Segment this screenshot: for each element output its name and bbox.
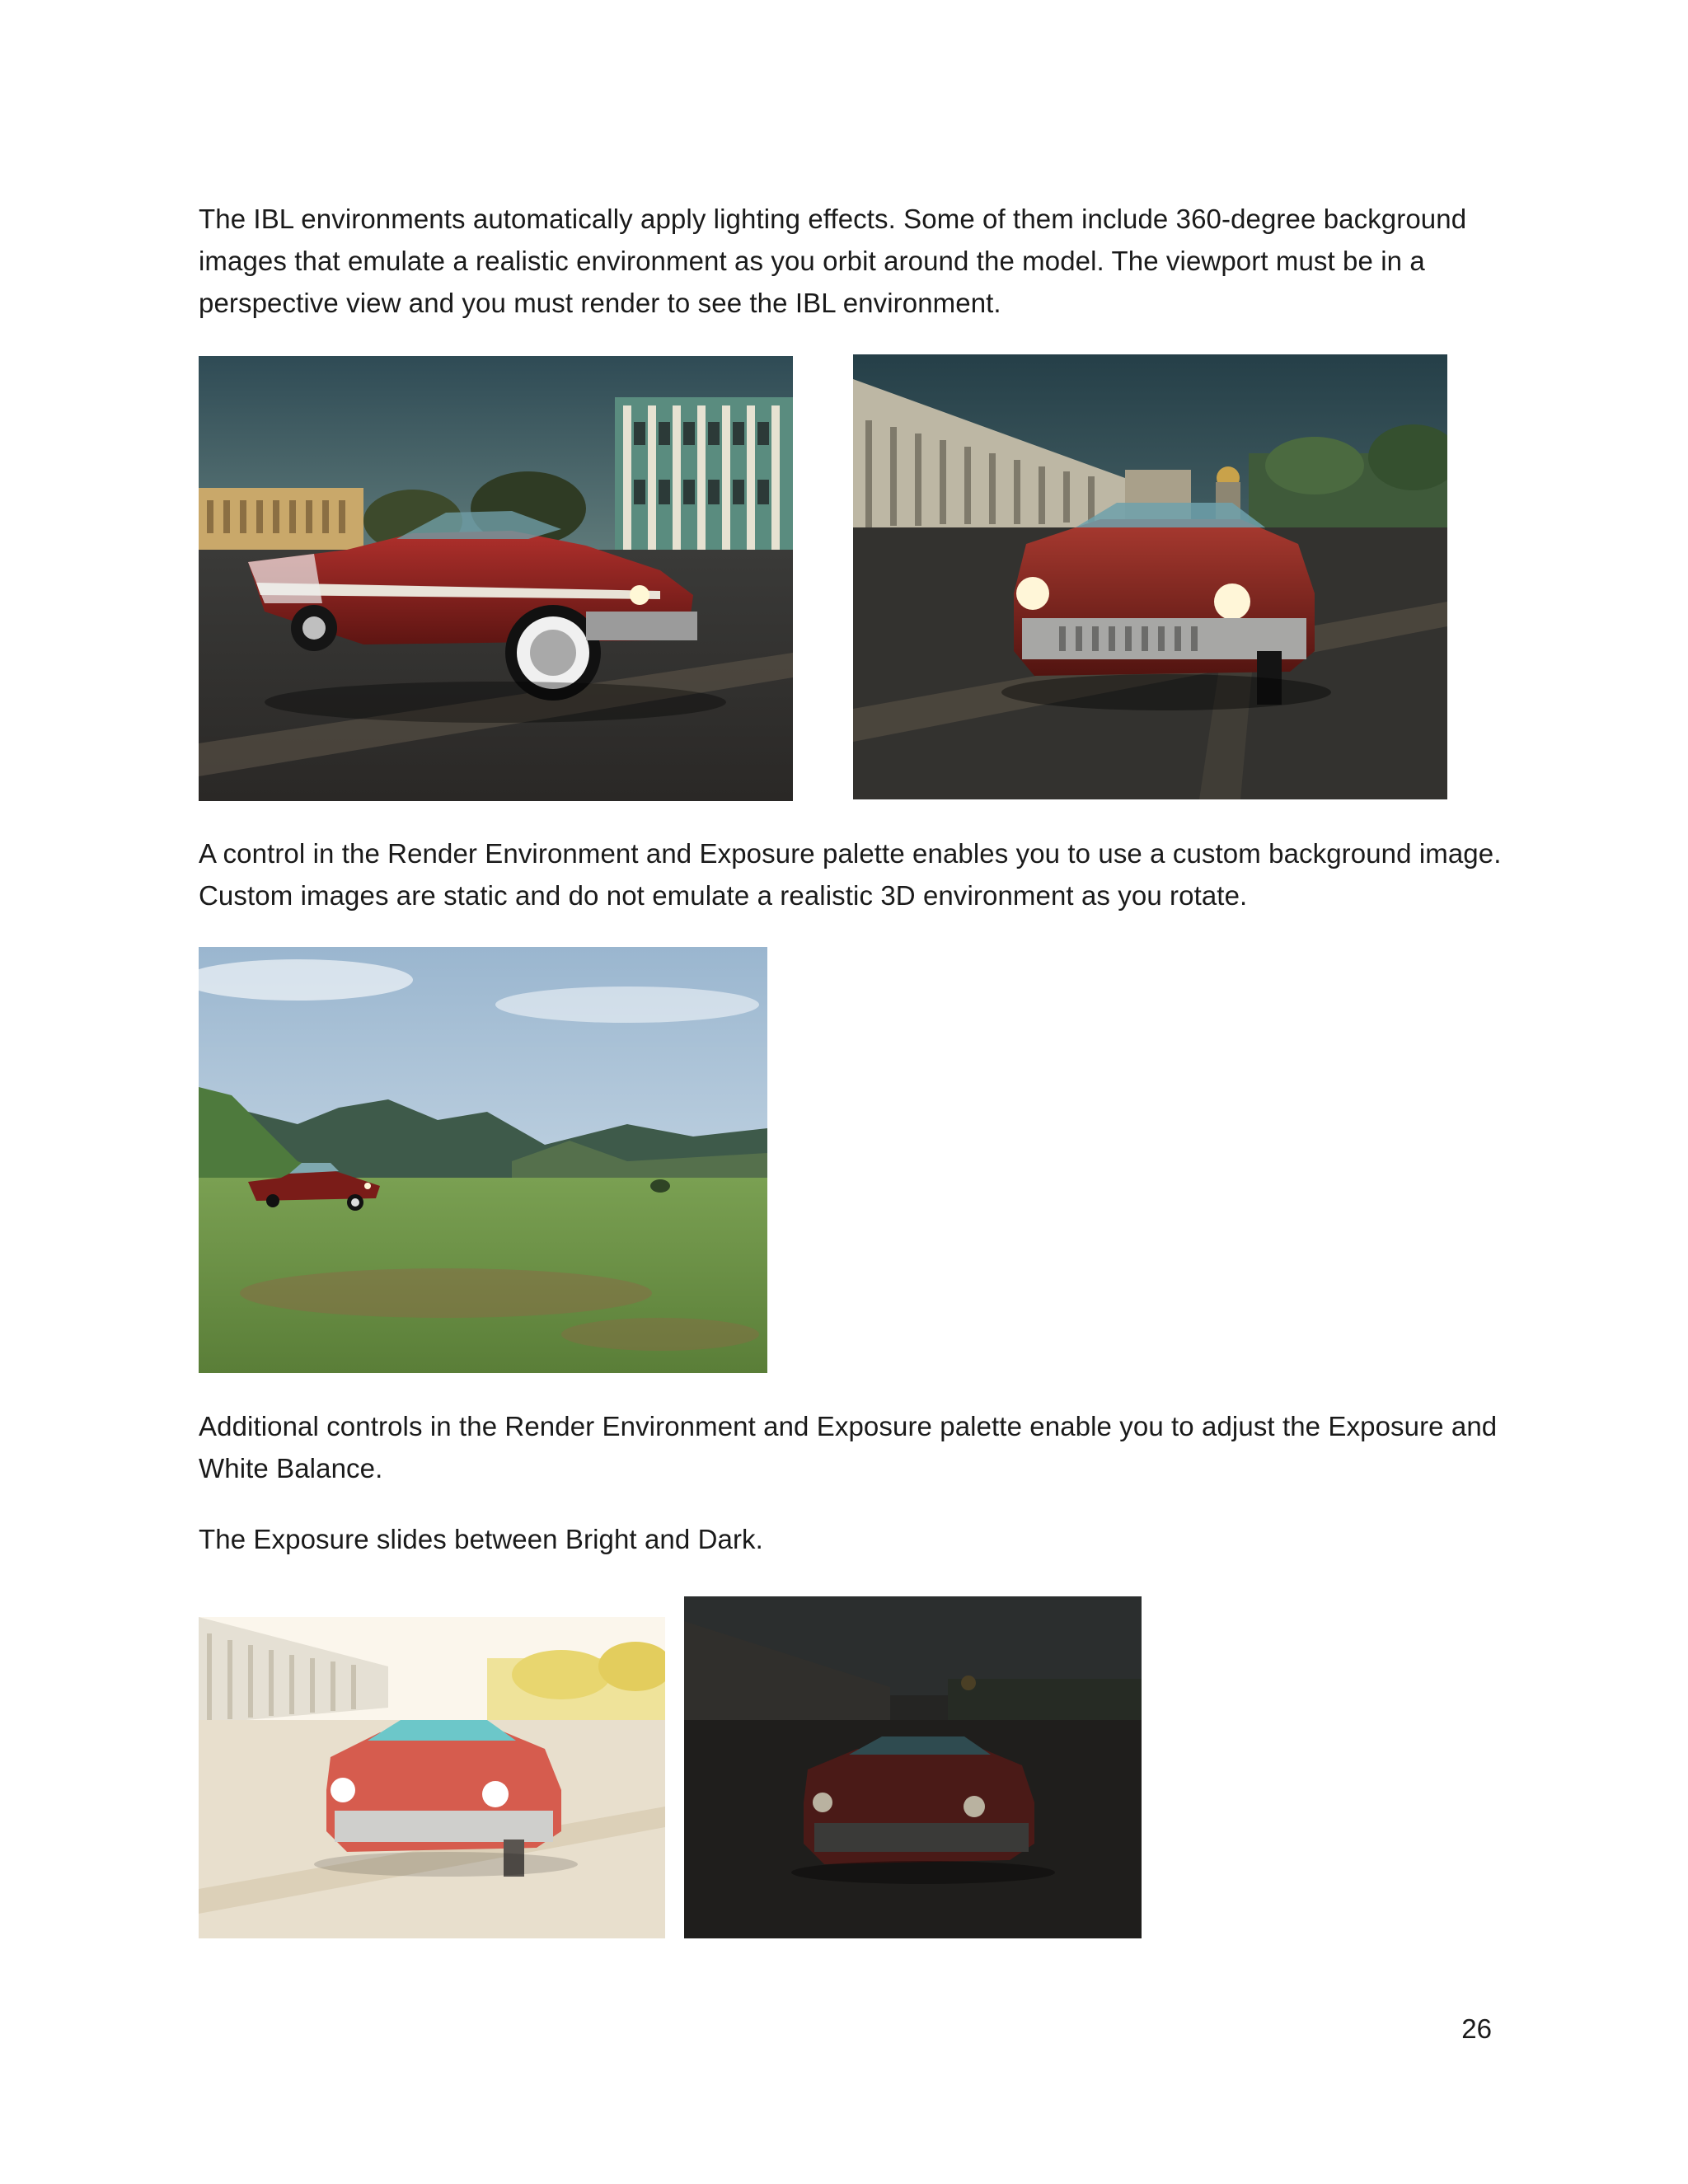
paragraph-exposure-slides: The Exposure slides between Bright and Dark. (199, 1524, 763, 1554)
paragraph-custom-background: A control in the Render Environment and Exposure palette enables you to use a custom background image. Custom images are static and do not emulate a realistic 3D environment as you rotate. (199, 838, 1502, 911)
render-image-exposure-bright (199, 1617, 665, 1938)
render-image-exposure-dark (684, 1596, 1142, 1938)
render-image-palace-side (199, 356, 793, 801)
page-number: 26 (1461, 2013, 1492, 2044)
paragraph-ibl-intro: The IBL environments automatically apply lighting effects. Some of them include 360-degree background images that emulate a realistic environment as you orbit around the model. The viewport must be in a perspective view and you must render to see the IBL environment. (199, 204, 1467, 318)
paragraph-additional-controls: Additional controls in the Render Environment and Exposure palette enable you to adjust the Exposure and White Balance. (199, 1411, 1498, 1483)
render-image-custom-background (199, 947, 767, 1373)
render-image-square-front (853, 354, 1447, 799)
